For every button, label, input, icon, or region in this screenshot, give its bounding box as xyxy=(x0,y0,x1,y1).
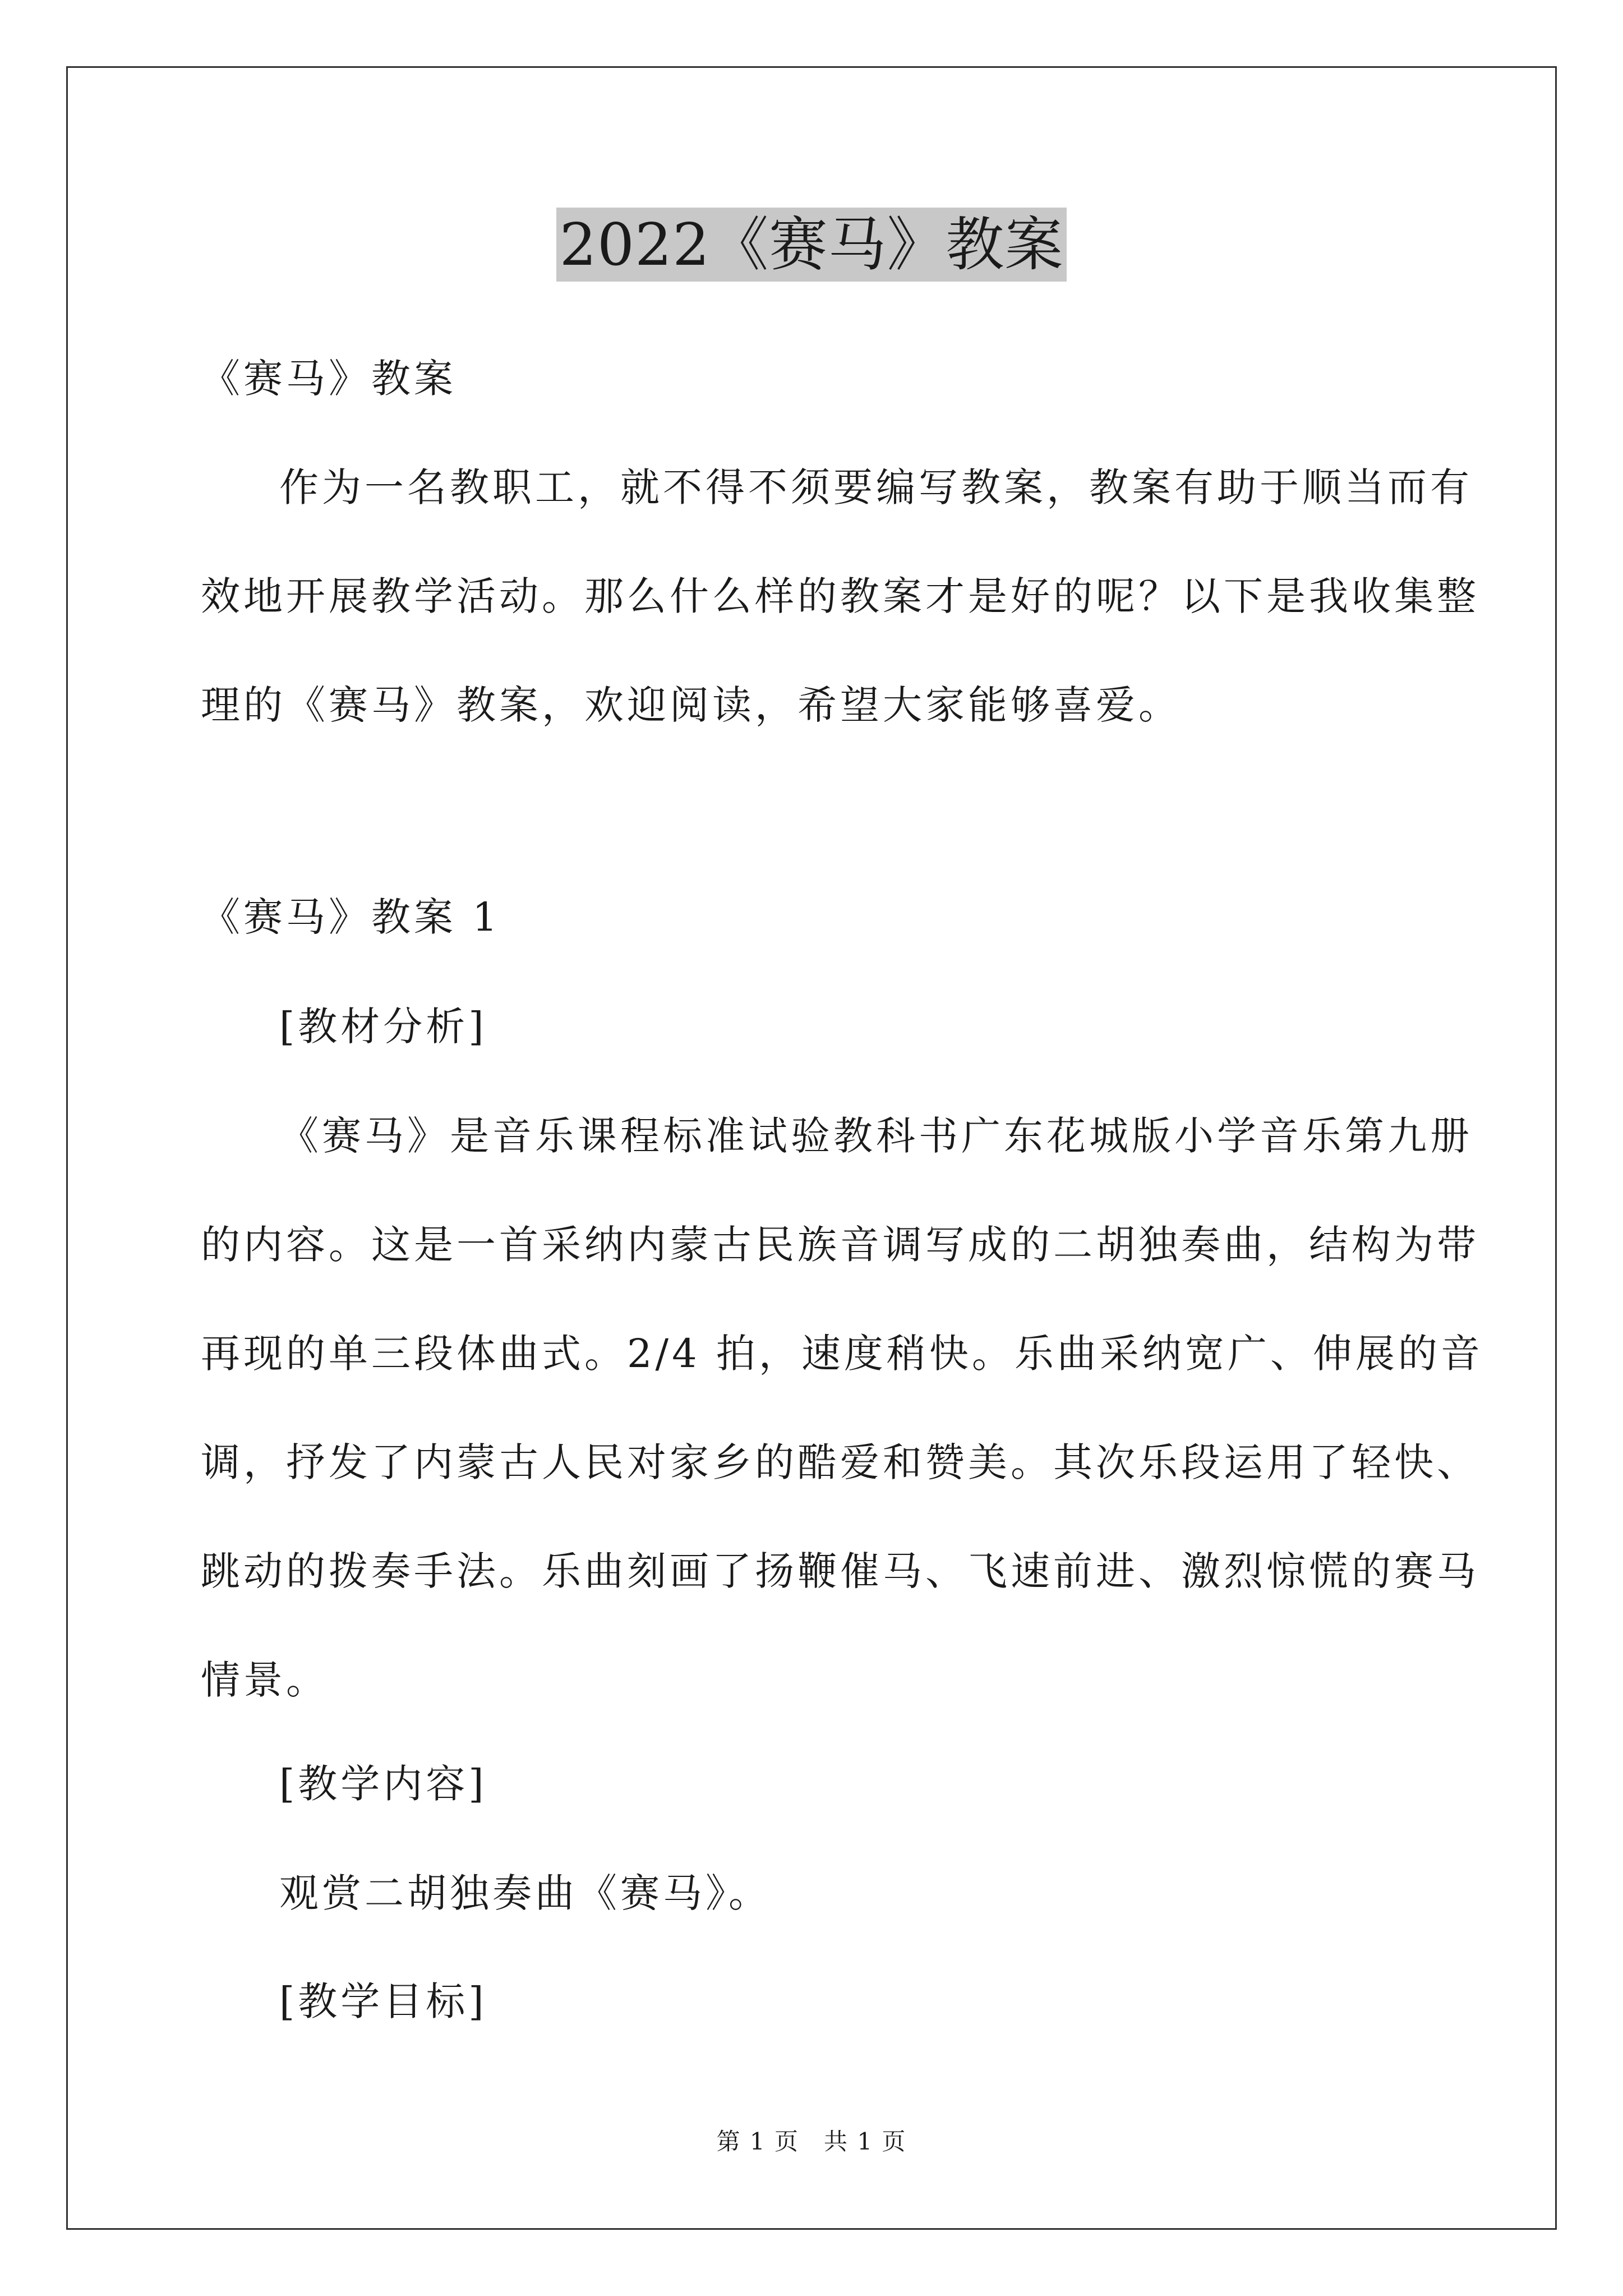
analysis-line-4: 调，抒发了内蒙古人民对家乡的酷爱和赞美。其次乐段运用了轻快、 xyxy=(201,1439,1479,1485)
content-heading: [教学内容] xyxy=(279,1761,487,1807)
analysis-line-3: 再现的单三段体曲式。2/4 拍，速度稍快。乐曲采纳宽广、伸展的音 xyxy=(201,1331,1483,1377)
analysis-line-5: 跳动的拨奏手法。乐曲刻画了扬鞭催马、飞速前进、激烈惊慌的赛马 xyxy=(201,1548,1479,1594)
subtitle: 《赛马》教案 xyxy=(201,356,457,402)
goal-heading: [教学目标] xyxy=(279,1978,487,2024)
intro-line-1: 作为一名教职工，就不得不须要编写教案，教案有助于顺当而有 xyxy=(279,464,1473,510)
analysis-heading: [教材分析] xyxy=(279,1004,487,1050)
page-footer: 第 1 页 共 1 页 xyxy=(716,2128,907,2155)
section-heading: 《赛马》教案 1 xyxy=(201,894,501,940)
analysis-line-1: 《赛马》是音乐课程标准试验教科书广东花城版小学音乐第九册 xyxy=(279,1113,1473,1159)
intro-line-3: 理的《赛马》教案，欢迎阅读，希望大家能够喜爱。 xyxy=(201,682,1181,728)
intro-line-2: 效地开展教学活动。那么什么样的教案才是好的呢？以下是我收集整 xyxy=(201,573,1479,619)
title-container xyxy=(0,208,1623,282)
analysis-line-2: 的内容。这是一首采纳内蒙古民族音调写成的二胡独奏曲，结构为带 xyxy=(201,1222,1479,1268)
content-text: 观赏二胡独奏曲《赛马》。 xyxy=(279,1870,771,1916)
analysis-line-6: 情景。 xyxy=(201,1657,329,1703)
document-title: 2022《赛马》教案 xyxy=(556,208,1067,282)
